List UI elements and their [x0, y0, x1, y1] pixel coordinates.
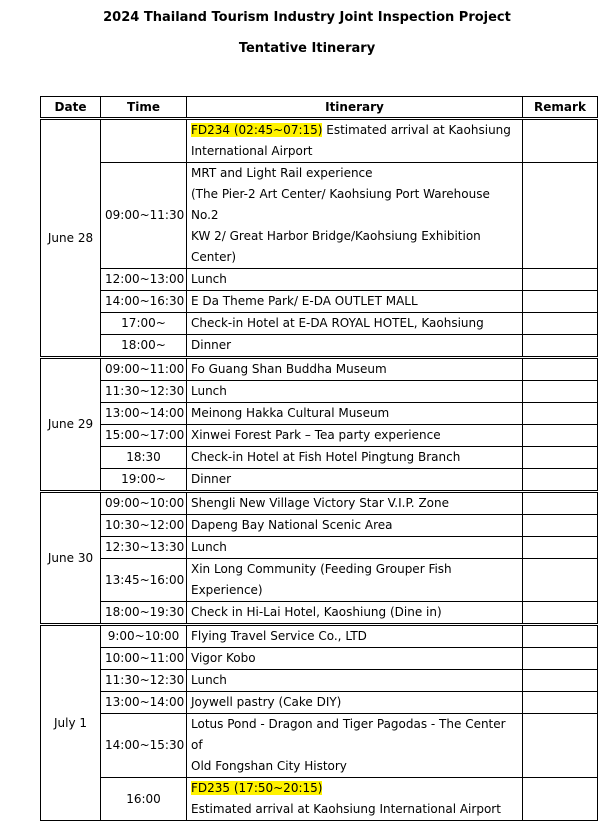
itinerary-cell — [187, 403, 523, 425]
time-cell: 12:30~13:30 — [101, 537, 187, 559]
remark-cell — [523, 469, 598, 492]
table-row — [41, 291, 598, 313]
itinerary-line — [191, 756, 518, 777]
table-row — [41, 537, 598, 559]
itinerary-line — [191, 269, 518, 290]
itinerary-cell — [187, 163, 523, 269]
remark-cell — [523, 358, 598, 381]
header-time: Time — [101, 97, 187, 119]
table-row — [41, 313, 598, 335]
table-row — [41, 559, 598, 602]
itinerary-text: Vigor Kobo — [191, 651, 256, 665]
itinerary-line — [191, 163, 518, 184]
time-cell: 13:00~14:00 — [101, 403, 187, 425]
itinerary-line — [191, 184, 518, 226]
remark-cell — [523, 559, 598, 602]
itinerary-text: Shengli New Village Victory Star V.I.P. Zone — [191, 496, 449, 510]
itinerary-cell — [187, 425, 523, 447]
itinerary-text: Xinwei Forest Park – Tea party experience — [191, 428, 441, 442]
time-cell: 09:00~10:00 — [101, 492, 187, 515]
time-cell: 15:00~17:00 — [101, 425, 187, 447]
table-row — [41, 602, 598, 625]
itinerary-text: Old Fongshan City History — [191, 759, 347, 773]
table-row — [41, 469, 598, 492]
time-cell: 18:00~ — [101, 335, 187, 358]
itinerary-line — [191, 670, 518, 691]
itinerary-cell — [187, 269, 523, 291]
time-cell: 12:00~13:00 — [101, 269, 187, 291]
header-remark: Remark — [523, 97, 598, 119]
date-cell: July 1 — [41, 625, 101, 821]
itinerary-cell — [187, 335, 523, 358]
itinerary-line — [191, 141, 518, 162]
time-cell: 17:00~ — [101, 313, 187, 335]
day-group — [41, 492, 598, 625]
date-cell: June 28 — [41, 119, 101, 358]
date-cell: June 29 — [41, 358, 101, 492]
itinerary-text: (The Pier-2 Art Center/ Kaohsiung Port Warehouse No.2 — [191, 187, 490, 222]
header-itinerary: Itinerary — [187, 97, 523, 119]
itinerary-line — [191, 335, 518, 356]
itinerary-cell — [187, 358, 523, 381]
remark-cell — [523, 648, 598, 670]
itinerary-line — [191, 626, 518, 647]
itinerary-line — [191, 648, 518, 669]
remark-cell — [523, 119, 598, 163]
itinerary-text: Dapeng Bay National Scenic Area — [191, 518, 393, 532]
header-date: Date — [41, 97, 101, 119]
itinerary-text: Lunch — [191, 272, 227, 286]
table-row — [41, 269, 598, 291]
itinerary-text: Lotus Pond - Dragon and Tiger Pagodas - The Center of — [191, 717, 506, 752]
table-row — [41, 492, 598, 515]
remark-cell — [523, 692, 598, 714]
remark-cell — [523, 778, 598, 821]
table-row — [41, 625, 598, 648]
table-row — [41, 403, 598, 425]
time-cell: 9:00~10:00 — [101, 625, 187, 648]
remark-cell — [523, 381, 598, 403]
time-cell: 16:00 — [101, 778, 187, 821]
time-cell: 19:00~ — [101, 469, 187, 492]
document-subtitle: Tentative Itinerary — [238, 41, 376, 56]
itinerary-text: Estimated arrival at Kaohsiung International Airport — [191, 802, 501, 816]
table-row — [41, 425, 598, 447]
itinerary-cell — [187, 714, 523, 778]
itinerary-cell — [187, 492, 523, 515]
itinerary-text: Check in Hi-Lai Hotel, Kaoshiung (Dine in) — [191, 605, 442, 619]
table-header-row — [41, 97, 598, 119]
itinerary-text: Check-in Hotel at E-DA ROYAL HOTEL, Kaohsiung — [191, 316, 484, 330]
remark-cell — [523, 269, 598, 291]
itinerary-line — [191, 602, 518, 623]
itinerary-text: E Da Theme Park/ E-DA OUTLET MALL — [191, 294, 418, 308]
itinerary-cell — [187, 447, 523, 469]
itinerary-line — [191, 692, 518, 713]
itinerary-text: Dinner — [191, 472, 232, 486]
itinerary-text: Dinner — [191, 338, 232, 352]
itinerary-text: Fo Guang Shan Buddha Museum — [191, 362, 387, 376]
itinerary-cell — [187, 469, 523, 492]
itinerary-cell — [187, 559, 523, 602]
remark-cell — [523, 492, 598, 515]
time-cell: 13:00~14:00 — [101, 692, 187, 714]
table-row — [41, 358, 598, 381]
remark-cell — [523, 515, 598, 537]
remark-cell — [523, 670, 598, 692]
itinerary-text: Joywell pastry (Cake DIY) — [191, 695, 342, 709]
table-row — [41, 648, 598, 670]
itinerary-cell — [187, 670, 523, 692]
itinerary-line — [191, 359, 518, 380]
itinerary-line — [191, 120, 518, 141]
table-row — [41, 515, 598, 537]
itinerary-line — [191, 559, 518, 601]
itinerary-cell — [187, 625, 523, 648]
time-cell: 18:00~19:30 — [101, 602, 187, 625]
time-cell: 09:00~11:00 — [101, 358, 187, 381]
itinerary-line — [191, 447, 518, 468]
time-cell: 14:00~16:30 — [101, 291, 187, 313]
day-group — [41, 358, 598, 492]
itinerary-text: Xin Long Community (Feeding Grouper Fish Experience) — [191, 562, 452, 597]
table-row — [41, 670, 598, 692]
itinerary-cell — [187, 602, 523, 625]
remark-cell — [523, 403, 598, 425]
itinerary-text: Lunch — [191, 540, 227, 554]
itinerary-text: MRT and Light Rail experience — [191, 166, 373, 180]
itinerary-text: KW 2/ Great Harbor Bridge/Kaohsiung Exhibition Center) — [191, 229, 481, 264]
time-cell: 09:00~11:30 — [101, 163, 187, 269]
itinerary-text: International Airport — [191, 144, 313, 158]
itinerary-line — [191, 778, 518, 799]
day-group — [41, 119, 598, 358]
itinerary-line — [191, 425, 518, 446]
table-row — [41, 119, 598, 163]
time-cell: 14:00~15:30 — [101, 714, 187, 778]
itinerary-cell — [187, 515, 523, 537]
itinerary-cell — [187, 313, 523, 335]
flight-highlight: FD235 (17:50~20:15) — [191, 781, 323, 795]
itinerary-line — [191, 226, 518, 268]
itinerary-text: Meinong Hakka Cultural Museum — [191, 406, 390, 420]
itinerary-text: Check-in Hotel at Fish Hotel Pingtung Branch — [191, 450, 461, 464]
time-cell: 11:30~12:30 — [101, 381, 187, 403]
remark-cell — [523, 537, 598, 559]
date-cell: June 30 — [41, 492, 101, 625]
time-cell — [101, 119, 187, 163]
itinerary-text: Lunch — [191, 673, 227, 687]
flight-highlight: FD234 (02:45~07:15) — [191, 123, 323, 137]
remark-cell — [523, 313, 598, 335]
remark-cell — [523, 425, 598, 447]
table-row — [41, 335, 598, 358]
itinerary-cell — [187, 119, 523, 163]
time-cell: 10:30~12:00 — [101, 515, 187, 537]
itinerary-line — [191, 469, 518, 490]
table-row — [41, 778, 598, 821]
itinerary-cell — [187, 692, 523, 714]
itinerary-cell — [187, 291, 523, 313]
remark-cell — [523, 291, 598, 313]
itinerary-text: Flying Travel Service Co., LTD — [191, 629, 367, 643]
itinerary-cell — [187, 537, 523, 559]
itinerary-line — [191, 403, 518, 424]
table-row — [41, 447, 598, 469]
time-cell: 18:30 — [101, 447, 187, 469]
remark-cell — [523, 335, 598, 358]
itinerary-cell — [187, 778, 523, 821]
table-row — [41, 163, 598, 269]
itinerary-line — [191, 714, 518, 756]
itinerary-line — [191, 799, 518, 820]
time-cell: 10:00~11:00 — [101, 648, 187, 670]
itinerary-line — [191, 493, 518, 514]
document-title: 2024 Thailand Tourism Industry Joint Inspection Project — [103, 10, 511, 25]
remark-cell — [523, 714, 598, 778]
itinerary-line — [191, 313, 518, 334]
itinerary-table — [40, 96, 598, 821]
table-row — [41, 692, 598, 714]
itinerary-line — [191, 515, 518, 536]
time-cell: 13:45~16:00 — [101, 559, 187, 602]
itinerary-line — [191, 537, 518, 558]
remark-cell — [523, 163, 598, 269]
itinerary-text: Estimated arrival at Kaohsiung — [322, 123, 511, 137]
remark-cell — [523, 602, 598, 625]
table-row — [41, 381, 598, 403]
itinerary-cell — [187, 381, 523, 403]
itinerary-text: Lunch — [191, 384, 227, 398]
itinerary-line — [191, 291, 518, 312]
itinerary-cell — [187, 648, 523, 670]
itinerary-line — [191, 381, 518, 402]
remark-cell — [523, 625, 598, 648]
day-group — [41, 625, 598, 821]
remark-cell — [523, 447, 598, 469]
table-row — [41, 714, 598, 778]
time-cell: 11:30~12:30 — [101, 670, 187, 692]
